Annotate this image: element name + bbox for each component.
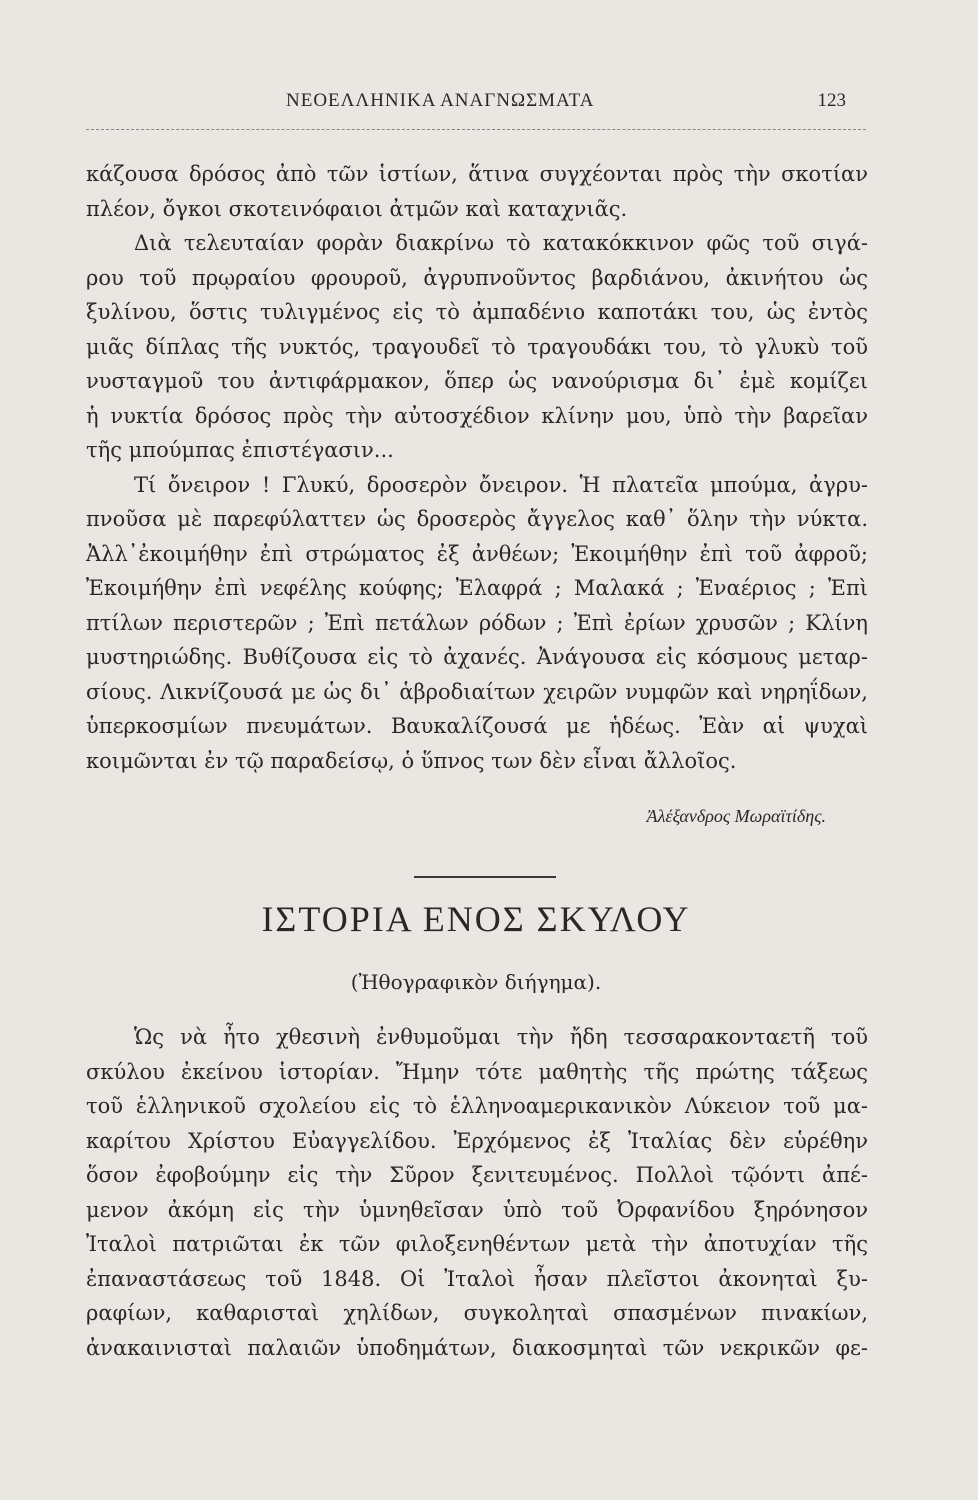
text-line: μενον ἀκόμη εἰς τὴν ὑμνηθεῖσαν ὑπὸ τοῦ Ὀρφανίδου ξηρόνησον xyxy=(86,1197,868,1222)
text-line: μιᾶς δίπλας τῆς νυκτός, τραγουδεῖ τὸ τραγουδάκι του, τὸ γλυκὺ τοῦ xyxy=(86,334,868,359)
text-line: τῆς μπούμπας ἐπιστέγασιν... xyxy=(86,438,394,462)
text-line: ἡ νυκτία δρόσος πρὸς τὴν αὐτοσχέδιον κλίνην μου, ὑπὸ τὴν βαρεῖαν xyxy=(86,403,868,428)
text-line: κάζουσα δρόσος ἀπὸ τῶν ἱστίων, ἅτινα συγχέονται πρὸς τὴν σκοτίαν xyxy=(86,162,868,186)
text-line: πτίλων περιστερῶν ; Ἐπὶ πετάλων ρόδων ; Ἐπὶ ἐρίων χρυσῶν ; Κλίνη xyxy=(86,610,868,635)
header-divider xyxy=(86,129,866,130)
text-line: ὑπερκοσμίων πνευμάτων. Βαυκαλίζουσά με ἡδέως. Ἐὰν αἱ ψυχαὶ xyxy=(86,714,868,738)
text-line: ξυλίνου, ὅστις τυλιγμένος εἰς τὸ ἀμπαδένιο καποτάκι του, ὡς ἐντὸς xyxy=(86,300,868,324)
text-line: τοῦ ἑλληνικοῦ σχολείου εἰς τὸ ἑλληνοαμερικανικὸν Λύκειον τοῦ μα- xyxy=(86,1094,868,1118)
prose-passage xyxy=(86,157,868,778)
text-line: ραφίων, καθαρισταὶ χηλίδων, συγκοληταὶ σπασμένων πινακίων, xyxy=(86,1301,868,1325)
running-head xyxy=(86,90,866,120)
text-line: σκύλου ἐκείνου ἱστορίαν. Ἤμην τότε μαθητὴς τῆς πρώτης τάξεως xyxy=(86,1059,868,1084)
text-line: ἐπαναστάσεως τοῦ 1848. Οἱ Ἰταλοὶ ἦσαν πλεῖστοι ἀκονηταὶ ξυ- xyxy=(86,1266,868,1291)
text-line: σίους. Λικνίζουσά με ὡς δι᾽ ἁβροδιαίτων χειρῶν νυμφῶν καὶ νηρηΐδων, xyxy=(86,679,868,704)
text-line: καρίτου Χρίστου Εὐαγγελίδου. Ἐρχόμενος ἐξ Ἰταλίας δὲν εὑρέθην xyxy=(86,1128,868,1153)
section-subtitle: (Ἠθογραφικὸν διήγημα). xyxy=(350,970,602,994)
text-line: πλέον, ὄγκοι σκοτεινόφαιοι ἀτμῶν καὶ καταχνιᾶς. xyxy=(86,196,628,221)
text-line: νυσταγμοῦ του ἀντιφάρμακον, ὅπερ ὡς νανούρισμα δι᾽ ἐμὲ κομίζει xyxy=(86,369,868,393)
text-line: Ἀλλ᾽ἐκοιμήθην ἐπὶ στρώματος ἐξ ἀνθέων; Ἐκοιμήθην ἐπὶ τοῦ ἀφροῦ; xyxy=(86,541,868,566)
text-line: ἀνακαινισταὶ παλαιῶν ὑποδημάτων, διακοσμηταὶ τῶν νεκρικῶν φε- xyxy=(86,1335,868,1360)
text-line: ρου τοῦ πρῳραίου φρουροῦ, ἀγρυπνοῦντος βαρδιάνου, ἀκινήτου ὡς xyxy=(86,265,868,290)
page-number: 123 xyxy=(817,90,846,111)
section-title: ΙΣΤΟΡΙΑ ΕΝΟΣ ΣΚΥΛΟΥ xyxy=(261,899,691,939)
text-line: κοιμῶνται ἐν τῷ παραδείσῳ, ὁ ὕπνος των δὲν εἶναι ἄλλοῖος. xyxy=(86,748,737,773)
text-line: πνοῦσα μὲ παρεφύλαττεν ὡς δροσερὸς ἄγγελος καθ᾽ ὅλην τὴν νύκτα. xyxy=(86,507,868,531)
text-line: Ὡς νὰ ἦτο χθεσινὴ ἐνθυμοῦμαι τὴν ἤδη τεσσαρακονταετῆ τοῦ xyxy=(134,1025,868,1049)
text-line: μυστηριώδης. Βυθίζουσα εἰς τὸ ἀχανές. Ἀνάγουσα εἰς κόσμους μεταρ- xyxy=(86,645,868,669)
text-line: Ἐκοιμήθην ἐπὶ νεφέλης κούφης; Ἐλαφρά ; Μαλακά ; Ἐναέριος ; Ἐπὶ xyxy=(86,576,868,600)
text-line: ὅσον ἐφοβούμην εἰς τὴν Σῦρον ξενιτευμένος. Πολλοὶ τῷόντι ἀπέ- xyxy=(86,1163,868,1187)
story-passage xyxy=(86,1020,868,1365)
text-line: Ἰταλοὶ πατριῶται ἐκ τῶν φιλοξενηθέντων μετὰ τὴν ἀποτυχίαν τῆς xyxy=(86,1232,868,1256)
text-line: Τί ὄνειρον ! Γλυκύ, δροσερὸν ὄνειρον. Ἡ πλατεῖα μπούμα, ἀγρυ- xyxy=(134,472,868,497)
author-signature: Ἀλέξανδρος Μωραϊτίδης. xyxy=(646,806,826,826)
section-divider xyxy=(414,876,556,878)
running-title: ΝΕΟΕΛΛΗΝΙΚΑ ΑΝΑΓΝΩΣΜΑΤΑ xyxy=(286,90,595,111)
text-line: Διὰ τελευταίαν φορὰν διακρίνω τὸ κατακόκκινον φῶς τοῦ σιγά- xyxy=(134,231,868,255)
